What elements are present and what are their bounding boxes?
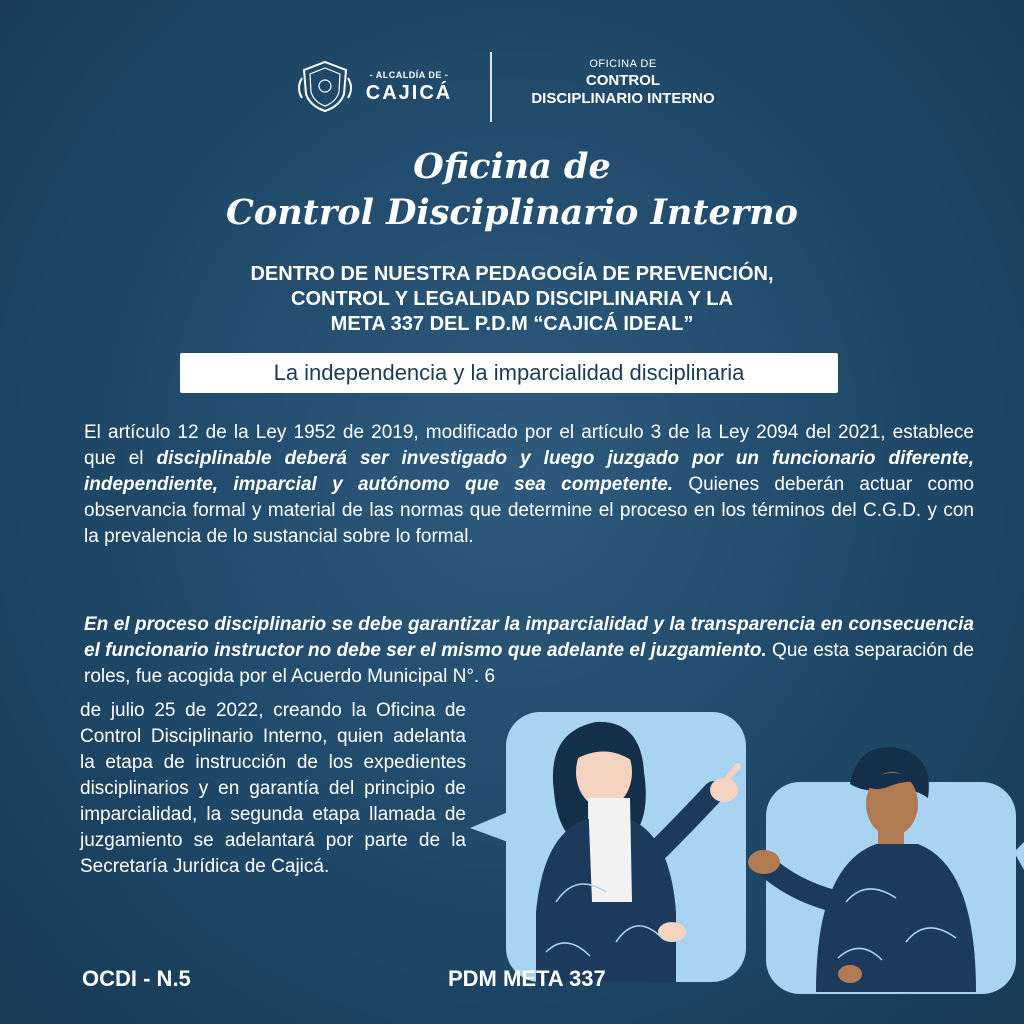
conversation-illustration xyxy=(466,702,1024,1002)
topic-text: La independencia y la imparcialidad disciplinaria xyxy=(273,360,745,385)
paragraph-1-emphasis: disciplinable deberá ser investigado y luego juzgado por un funcionario diferente, independiente, imparcial y autónomo que sea competente. xyxy=(84,448,974,495)
topic-banner xyxy=(180,353,838,393)
paragraph-1 xyxy=(84,420,974,550)
office-name-line2: DISCIPLINARIO INTERNO xyxy=(531,90,715,107)
header xyxy=(0,52,1024,122)
office-name-line1: CONTROL xyxy=(585,72,661,89)
office-label: OFICINA DE xyxy=(589,58,657,70)
footer-meta: PDM META 337 xyxy=(448,966,606,991)
page-title-line1: Oficina de xyxy=(413,146,611,187)
page-title-line2: Control Disciplinario Interno xyxy=(226,192,798,233)
paragraph-1-intro: El artículo 12 de la Ley 1952 de 2019, modificado por el artículo 3 de la Ley 2094 del 2021, establece que el xyxy=(84,422,974,469)
cajica-wordmark: CAJICÁ xyxy=(365,82,453,104)
subheading-line3: META 337 DEL P.D.M “CAJICÁ IDEAL” xyxy=(330,313,694,335)
paragraph-1-rest: Quienes deberán actuar como observancia formal y material de las normas que determine el proceso en los términos del C.G.D. y con la prevalencia de lo sustancial sobre lo formal. xyxy=(84,474,974,547)
subheading-line2: CONTROL Y LEGALIDAD DISCIPLINARIA Y LA xyxy=(291,288,733,310)
coat-of-arms-logo xyxy=(296,58,354,114)
paragraph-2-rest: Que esta separación de roles, fue acogida por el Acuerdo Municipal N°. 6 xyxy=(84,640,974,687)
paragraph-2 xyxy=(84,612,974,690)
alcaldia-label: - ALCALDÍA DE - xyxy=(369,70,449,80)
paragraph-3: de julio 25 de 2022, creando la Oficina de Control Disciplinario Interno, quien adelanta la etapa de instrucción de los expedientes disciplinarios y en garantía del principio de imparcialidad, la segunda etapa llamada de juzgamiento se adelantará por parte de la Secretaría Jurídica de Cajicá. xyxy=(80,700,466,877)
header-divider xyxy=(490,52,492,122)
footer-code: OCDI - N.5 xyxy=(82,966,191,991)
paragraph-2-emphasis: En el proceso disciplinario se debe garantizar la imparcialidad y la transparencia en consecuencia el funcionario instructor no debe ser el mismo que adelante el juzgamiento. xyxy=(84,614,974,661)
subheading-line1: DENTRO DE NUESTRA PEDAGOGÍA DE PREVENCIÓN, xyxy=(250,263,774,285)
